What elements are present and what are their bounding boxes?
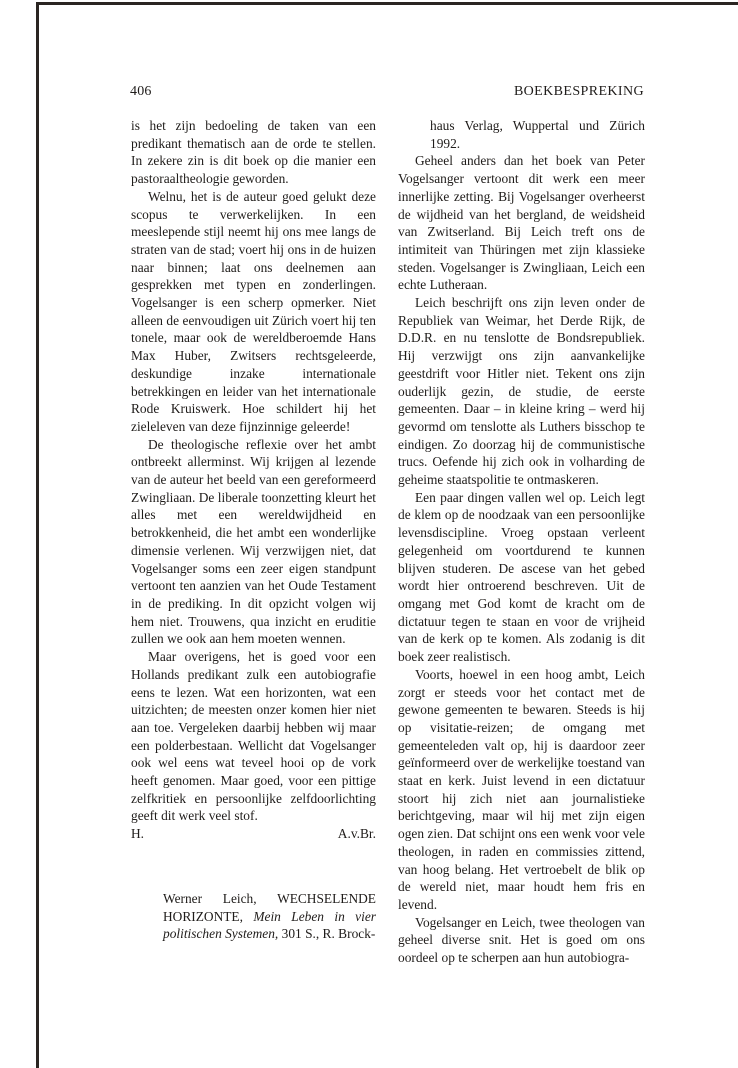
right-column	[398, 117, 645, 967]
entry-author: Werner Leich,	[163, 890, 278, 906]
paragraph: Voorts, hoewel in een hoog ambt, Leich zorgt er steeds voor het contact met de gewone gemeenten te bewaren. Steeds is hij op visitatie-reizen; de omgang met gemeenteleden valt op, hij is daardoor zeer geïnformeerd over de werkelijke toestand van staat en kerk. Juist levend in een dictatuur stoort hij zich niet aan journalistieke berichtgeving, maar wil hij met zijn eigen ogen zien. Dat schijnt ons een wenk voor vele theologen, in raden en commissies zittend, van hoog belang. Het vertroebelt de blik op de wereld niet, maar houdt hem fris en levend.	[398, 666, 645, 912]
entry-subtitle: Mein Leben in vier politischen Systemen,	[163, 908, 377, 942]
scan-left-edge	[36, 2, 39, 1068]
paragraph: Welnu, het is de auteur goed gelukt deze scopus te verwerkelijken. In een meeslepende stijl neemt hij ons mee langs de straten van de stad; voert hij ons in de huizen naar binnen; laat ons deelnemen aan gesprekken met typen en zonderlingen. Vogelsanger is een scherp opmerker. Niet alleen de eenvoudigen uit Zürich voert hij ten tonele, maar ook de wereldberoemde Hans Max Huber, Zwitsers rechtsgeleerde, deskundige inzake internationale betrekkingen en leider van het internationale Rode Kruiswerk. Hoe schildert hij het zieleleven van deze fijnzinnige geleerde!	[131, 188, 376, 434]
paragraph: De theologische reflexie over het ambt ontbreekt allerminst. Wij krijgen al lezende van de auteur het beeld van een gereformeerd Zwingliaan. De liberale toonzetting kleurt het alles met een wereldwijdheid en betrokkenheid, die het ambt een wonderlijke dimensie verlenen. Wij verzwijgen niet, dat Vogelsanger soms een zeer eigen standpunt vertoont ten aanzien van het Oude Testament in de prediking. In dit opzicht volgen wij hem niet. Trouwens, qua inzicht en eruditie zullen we ook aan hem moeten wennen.	[131, 436, 376, 647]
reviewer-signature	[131, 825, 376, 843]
running-header	[130, 84, 644, 104]
paragraph: Geheel anders dan het boek van Peter Vogelsanger vertoont dit werk een meer innerlijke zetting. Bij Vogelsanger overheerst de wijdheid van het bergland, de weidsheid van Zwitserland. Bij Leich treft ons de intimiteit van Thüringen met zijn klassieke steden. Vogelsanger is Zwingliaan, Leich een echte Lutheraan.	[398, 153, 645, 293]
left-column	[131, 117, 376, 943]
paragraph: Vogelsanger en Leich, twee theologen van geheel diverse snit. Het is goed om ons oordeel op te scherpen aan hun autobiogra-	[398, 914, 645, 966]
signature-initial: H.	[131, 826, 145, 842]
paragraph: Leich beschrijft ons zijn leven onder de Republiek van Weimar, het Derde Rijk, de D.D.R. en nu tenslotte de Bondsrepubliek. Hij verzwijgt ons zijn aanvankelijke geestdrift voor Hitler niet. Tekent ons zijn ouderlijk gezin, de studie, de eerste gemeenten. Daar – in kleine kring – werd hij gevormd om tenslotte als Luthers bisschop te eindigen. Zo doorzag hij de communistische trucs. Oefende hij zich ook in volharding de geheime staatspolitie te ontmaskeren.	[398, 295, 645, 488]
scan-top-edge	[38, 2, 738, 5]
paragraph: Maar overigens, het is goed voor een Hollands predikant zulk een autobiografie eens te lezen. Wat een horizonten, wat een uitzichten; de meesten onzer komen hier niet aan toe. Vergeleken daarbij hebben wij maar een polderbestaan. Wellicht dat Vogelsanger ook wel eens wat teveel hooi op de vork heeft genomen. Maar goed, voor een pittige zelfkritiek en persoonlijke zelfdoorlichting geeft dit werk veel stof.	[131, 649, 376, 824]
entry-continuation: haus Verlag, Wuppertal und Zürich 1992.	[430, 118, 645, 151]
running-title: BOEKBESPREKING	[513, 84, 644, 99]
bibliographic-entry	[131, 890, 376, 943]
entry-details: 301 S., R. Brock-	[278, 926, 376, 942]
signature-reviewer: A.v.Br.	[337, 826, 376, 842]
page-number: 406	[130, 84, 152, 99]
entry-title: WECHSELENDE HORIZONTE,	[163, 890, 376, 924]
review-entry	[131, 890, 376, 943]
paragraph: Een paar dingen vallen wel op. Leich legt de klem op de noodzaak van een persoonlijke levensdiscipline. Vroeg opstaan verleent gelegenheid om voortdurend te kunnen blijven studeren. De ascese van het gebed wordt hier ontroerend beschreven. Uit de omgang met God komt de kracht om de dictatuur tegen te staan en voor de vrijheid van de kerk op te komen. Als zodanig is dit boek zeer realistisch.	[398, 489, 645, 665]
paragraph: is het zijn bedoeling de taken van een predikant thematisch aan de orde te stellen. In zekere zin is dit boek op die manier een pastoraaltheologie geworden.	[131, 118, 376, 187]
